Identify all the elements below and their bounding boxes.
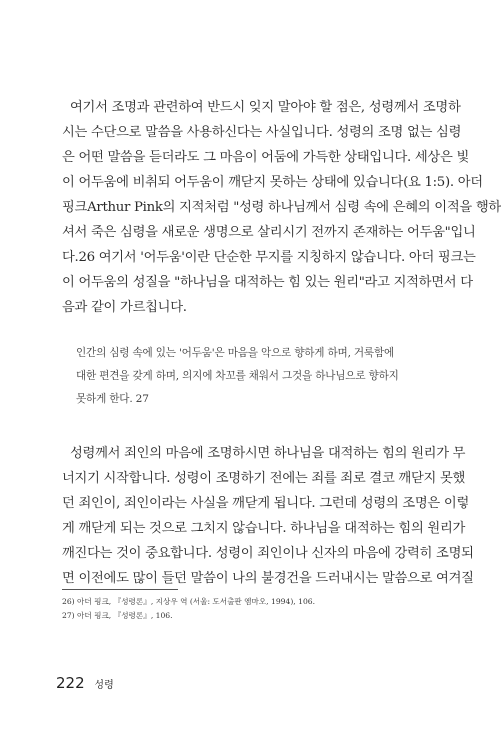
body-line: 이 어두움에 비취되 어두움이 깨닫지 못하는 상태에 있습니다(요 1:5). 아더	[62, 175, 483, 190]
body-line: 면 이전에도 많이 들던 말씀이 나의 불경건을 드러내시는 말씀으로 여겨질	[62, 571, 474, 586]
body-line: 너지기 시작합니다. 성령이 조명하기 전에는 죄를 죄로 결코 깨닫지 못했	[62, 471, 466, 486]
body-line: 핑크Arthur Pink의 지적처럼 "성령 하나님께서 심령 속에 은혜의 이적을 행하	[62, 200, 501, 215]
quote-line: 대한 편견을 갖게 하며, 의지에 차꼬를 채워서 그것을 하나님으로 향하지	[76, 370, 399, 382]
body-line: 깨진다는 것이 중요합니다. 성령이 죄인이나 신자의 마음에 강력히 조명되	[62, 546, 474, 561]
body-line: 성령께서 죄인의 마음에 조명하시면 하나님을 대적하는 힘의 원리가 무	[70, 446, 466, 461]
body-line: 은 어떤 말씀을 듣더라도 그 마음이 어둠에 가득한 상태입니다. 세상은 빛	[62, 150, 469, 165]
body-line: 여기서 조명과 관련하여 반드시 잊지 말아야 할 점은, 성령께서 조명하	[70, 100, 461, 115]
quote-line: 못하게 한다. 27	[76, 393, 149, 405]
footnote-divider	[62, 589, 178, 590]
quote-line: 인간의 심령 속에 있는 '어두움'은 마음을 악으로 향하게 하며, 거룩함에	[76, 347, 395, 359]
body-line: 다.26 여기서 '어두움'이란 단순한 무지를 지칭하지 않습니다. 아더 핑크는	[62, 250, 476, 265]
footnote-26: 26) 아더 핑크, 『성령론』, 지상우 역 (서울: 도서출판 엠마오, 1994), 106.	[62, 597, 316, 606]
page-folio	[56, 674, 114, 692]
body-line: 던 죄인이, 죄인이라는 사실을 깨닫게 됩니다. 그런데 성령의 조명은 이렇	[62, 496, 469, 511]
body-line: 시는 수단으로 말씀을 사용하신다는 사실입니다. 성령의 조명 없는 심령	[62, 125, 462, 140]
body-line: 셔서 죽은 심령을 새로운 생명으로 살리시기 전까지 존재하는 어두움"입니	[62, 225, 476, 240]
running-title: 성령	[94, 680, 114, 691]
body-line: 음과 같이 가르칩니다.	[62, 300, 187, 315]
page-number: 222	[56, 674, 85, 692]
body-line: 이 어두움의 성질을 "하나님을 대적하는 힘 있는 원리"라고 지적하면서 다	[62, 275, 473, 290]
body-line: 게 깨닫게 되는 것으로 그치지 않습니다. 하나님을 대적하는 힘의 원리가	[62, 521, 466, 536]
footnote-27: 27) 아더 핑크, 『성령론』, 106.	[62, 611, 173, 620]
